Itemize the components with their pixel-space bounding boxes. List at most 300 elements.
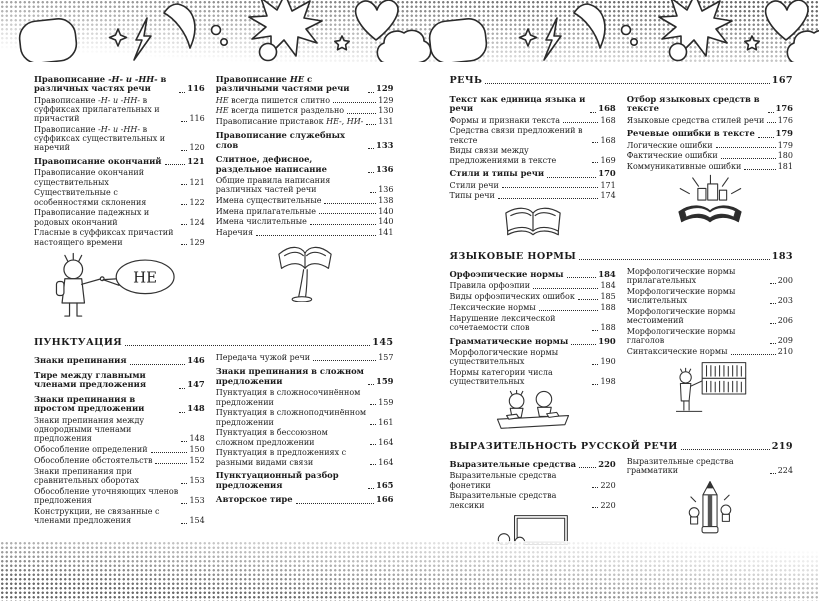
dot-leader bbox=[547, 177, 596, 178]
table-of-contents bbox=[0, 62, 819, 545]
dot-leader bbox=[181, 244, 187, 245]
toc-entry bbox=[216, 176, 394, 195]
toc-entry bbox=[34, 371, 205, 391]
dot-leader bbox=[567, 277, 597, 278]
toc-entry bbox=[216, 471, 394, 491]
toc-entry bbox=[216, 428, 394, 447]
dot-leader bbox=[721, 158, 776, 159]
page-number: 170 bbox=[598, 168, 616, 179]
toc-entry bbox=[216, 106, 394, 115]
toc-entry-text: Правописание окончаний существительных bbox=[34, 168, 145, 187]
page-number: 121 bbox=[189, 177, 205, 187]
page-number: 124 bbox=[189, 217, 205, 227]
toc-entry bbox=[34, 395, 205, 415]
toc-entry-text: Морфологические нормы прилагательных bbox=[626, 267, 736, 286]
page-number: 130 bbox=[378, 106, 394, 116]
page-number: 198 bbox=[600, 377, 616, 387]
dot-leader bbox=[770, 283, 776, 284]
toc-column bbox=[627, 266, 793, 434]
toc-entry-text: НЕ всегда пишется раздельно bbox=[215, 106, 345, 116]
page-number: 184 bbox=[600, 281, 616, 291]
page-number: 164 bbox=[378, 457, 394, 467]
toc-entry bbox=[627, 129, 793, 139]
toc-entry bbox=[216, 196, 394, 205]
toc-entry bbox=[627, 267, 793, 286]
toc-entry-text: Имена числительные bbox=[215, 217, 307, 227]
toc-entry-text: Пунктуационный разбор предложения bbox=[215, 470, 339, 491]
toc-entry bbox=[627, 141, 793, 150]
section-header bbox=[450, 441, 794, 452]
top-decorative-border bbox=[0, 0, 819, 62]
toc-entry bbox=[627, 287, 793, 306]
page-number: 168 bbox=[600, 135, 616, 145]
toc-entry-text: Стили речи bbox=[449, 180, 499, 190]
dot-leader bbox=[368, 172, 374, 173]
toc-entry-text: Правописание служебных слов bbox=[215, 129, 346, 150]
toc-entry bbox=[216, 448, 394, 467]
page-number: 131 bbox=[378, 117, 394, 127]
dot-leader bbox=[731, 354, 776, 355]
page-number: 180 bbox=[777, 151, 793, 161]
dot-leader bbox=[370, 464, 376, 465]
toc-entry-text: Стили и типы речи bbox=[449, 168, 545, 179]
toc-entry-text: Наречия bbox=[215, 228, 254, 238]
dot-leader bbox=[768, 112, 774, 113]
page-number: 190 bbox=[598, 335, 616, 346]
dot-leader bbox=[366, 124, 376, 125]
dot-leader bbox=[347, 113, 376, 114]
toc-entry bbox=[34, 228, 205, 247]
page-number: 161 bbox=[378, 417, 394, 427]
toc-column bbox=[34, 70, 205, 330]
page-number: 133 bbox=[376, 139, 394, 150]
toc-column bbox=[216, 352, 394, 527]
toc-entry-text: Авторское тире bbox=[215, 494, 293, 505]
page-number: 179 bbox=[775, 128, 793, 139]
section-title: РЕЧЬ bbox=[449, 75, 483, 86]
dot-leader bbox=[181, 204, 187, 205]
page-number: 116 bbox=[189, 114, 205, 124]
dot-leader bbox=[368, 384, 374, 385]
dot-leader bbox=[744, 169, 775, 170]
page-number: 203 bbox=[777, 296, 793, 306]
toc-entry-text: Фактические ошибки bbox=[626, 151, 718, 161]
dot-leader bbox=[179, 388, 185, 389]
toc-column bbox=[627, 456, 793, 546]
page-number: 148 bbox=[189, 434, 205, 444]
toc-entry bbox=[34, 467, 205, 486]
toc-entry-text: Правописание падежных и родовых окончаний bbox=[34, 208, 150, 227]
dot-leader bbox=[578, 299, 599, 300]
dot-leader bbox=[370, 424, 376, 425]
toc-entry bbox=[450, 303, 616, 312]
dot-leader bbox=[313, 360, 376, 361]
page-number: 165 bbox=[376, 480, 394, 491]
two-column-band bbox=[34, 70, 394, 330]
toc-entry-text: Типы речи bbox=[449, 191, 495, 201]
toc-entry-text: Правописание приставок НЕ-, НИ- bbox=[215, 117, 364, 127]
toc-entry bbox=[34, 487, 205, 506]
toc-entry bbox=[34, 445, 205, 454]
toc-entry-text: Пунктуация в сложноподчинённом предложении bbox=[215, 408, 367, 427]
page-number: 136 bbox=[378, 185, 394, 195]
toc-entry bbox=[34, 188, 205, 207]
dot-leader bbox=[770, 473, 776, 474]
dot-leader bbox=[181, 224, 187, 225]
toc-entry-text: Обособление уточняющих членов предложения bbox=[34, 486, 179, 505]
toc-entry-text: Синтаксические нормы bbox=[626, 347, 728, 357]
toc-entry-text: Морфологические нормы числительных bbox=[626, 287, 736, 306]
toc-entry bbox=[216, 117, 394, 126]
page-number: 121 bbox=[187, 156, 205, 167]
page-number: 164 bbox=[378, 437, 394, 447]
section-title: ЯЗЫКОВЫЕ НОРМЫ bbox=[449, 250, 577, 262]
toc-entry-text: Знаки препинания при сравнительных оборотах bbox=[34, 466, 139, 485]
toc-entry-text: Правописание -Н- и -НН- в суффиксах прилагательных и причастий bbox=[34, 95, 160, 124]
dot-leader bbox=[181, 503, 187, 504]
toc-entry bbox=[627, 347, 793, 356]
toc-entry-text: Знаки препинания в простом предложении bbox=[34, 393, 145, 414]
toc-entry-text: Средства связи предложений в тексте bbox=[449, 126, 583, 145]
toc-column bbox=[627, 90, 793, 244]
dot-leader bbox=[155, 463, 187, 464]
toc-entry bbox=[450, 292, 616, 301]
toc-entry-text: Морфологические нормы местоимений bbox=[626, 307, 736, 326]
section-header bbox=[450, 251, 794, 262]
toc-entry bbox=[627, 457, 793, 476]
page-number: 209 bbox=[777, 336, 793, 346]
two-column-band bbox=[450, 456, 794, 546]
page-number: 122 bbox=[189, 197, 205, 207]
toc-entry-text: НЕ всегда пишется слитно bbox=[215, 95, 331, 105]
illustration-book-open bbox=[450, 204, 616, 242]
page-number: 224 bbox=[777, 466, 793, 476]
dot-leader bbox=[179, 412, 185, 413]
bottom-decorative-border bbox=[0, 541, 819, 601]
illustration-book-castle bbox=[627, 174, 793, 228]
page-number: 220 bbox=[600, 500, 616, 510]
two-column-band bbox=[450, 90, 794, 244]
toc-entry bbox=[450, 191, 616, 200]
toc-entry-text: Конструкции, не связанные с членами предложения bbox=[34, 506, 160, 525]
toc-entry bbox=[34, 356, 205, 366]
dot-leader bbox=[579, 467, 596, 468]
toc-entry bbox=[216, 495, 394, 505]
dot-leader bbox=[502, 187, 599, 188]
toc-entry-text: Пунктуация в предложениях с разными видами связи bbox=[215, 448, 347, 467]
toc-entry bbox=[216, 155, 394, 175]
toc-entry bbox=[450, 314, 616, 333]
toc-entry-text: Существительные с особенностями склонения bbox=[34, 188, 147, 207]
dot-leader bbox=[179, 92, 185, 93]
dot-leader bbox=[767, 122, 775, 123]
toc-entry bbox=[450, 181, 616, 190]
page-number: 179 bbox=[777, 140, 793, 150]
page-number: 145 bbox=[372, 336, 394, 348]
toc-entry-text: Выразительные средства грамматики bbox=[626, 457, 734, 476]
page-number: 140 bbox=[378, 217, 394, 227]
dot-leader bbox=[181, 121, 187, 122]
toc-entry-text: Правописание -Н- и -НН- в суффиксах существительных и наречий bbox=[34, 124, 166, 153]
page-number: 183 bbox=[771, 250, 793, 262]
section-header bbox=[450, 75, 794, 86]
ne-bubble-label: НЕ bbox=[133, 268, 158, 287]
toc-entry bbox=[450, 471, 616, 490]
page-number: 184 bbox=[598, 269, 616, 280]
page-number: 190 bbox=[600, 357, 616, 367]
dot-leader bbox=[485, 83, 769, 84]
dot-leader bbox=[165, 164, 186, 165]
page-number: 176 bbox=[777, 115, 793, 125]
dot-leader bbox=[368, 488, 374, 489]
dot-leader bbox=[592, 364, 598, 365]
toc-entry-text: Грамматические нормы bbox=[449, 335, 569, 346]
toc-entry bbox=[450, 126, 616, 145]
page-number: 159 bbox=[378, 397, 394, 407]
page-number: 219 bbox=[771, 440, 793, 452]
page-number: 138 bbox=[378, 195, 394, 205]
dot-leader bbox=[539, 310, 599, 311]
toc-entry-text: Морфологические нормы существительных bbox=[449, 347, 559, 367]
toc-entry bbox=[627, 162, 793, 171]
toc-entry bbox=[216, 217, 394, 226]
dot-leader bbox=[563, 122, 598, 123]
page-number: 129 bbox=[378, 95, 394, 105]
toc-entry bbox=[216, 96, 394, 105]
dot-leader bbox=[770, 323, 776, 324]
toc-entry bbox=[450, 348, 616, 367]
page-number: 168 bbox=[598, 103, 616, 114]
page-number: 188 bbox=[600, 302, 616, 312]
toc-entry-text: Обособление обстоятельств bbox=[34, 455, 153, 465]
toc-entry-text: Нормы категории числа существительных bbox=[449, 367, 553, 387]
toc-entry-text: Текст как единица языка и речи bbox=[449, 93, 586, 114]
toc-entry-text: Слитное, дефисное, раздельное написание bbox=[215, 153, 327, 174]
toc-entry bbox=[627, 307, 793, 326]
dot-leader bbox=[310, 224, 376, 225]
toc-entry-text: Знаки препинания в сложном предложении bbox=[215, 366, 364, 386]
dot-leader bbox=[324, 203, 376, 204]
toc-entry bbox=[627, 116, 793, 125]
comic-shapes-band bbox=[0, 0, 819, 62]
toc-entry bbox=[216, 388, 394, 407]
toc-entry bbox=[34, 75, 205, 95]
page-number: 169 bbox=[600, 155, 616, 165]
toc-entry bbox=[450, 460, 616, 470]
illustration-book-stand bbox=[216, 240, 394, 302]
toc-entry bbox=[34, 168, 205, 187]
toc-entry-text: Коммуникативные ошибки bbox=[626, 162, 742, 172]
dot-leader bbox=[770, 343, 776, 344]
dot-leader bbox=[368, 148, 374, 149]
toc-entry-text: Отбор языковых средств в тексте bbox=[626, 93, 760, 114]
page-number: 152 bbox=[189, 455, 205, 465]
toc-entry bbox=[216, 228, 394, 237]
illustration-boy-ne bbox=[34, 250, 205, 328]
toc-entry-text: Нарушение лексической сочетаемости слов bbox=[449, 313, 556, 332]
page-number: 206 bbox=[777, 316, 793, 326]
toc-entry bbox=[216, 367, 394, 387]
toc-entry bbox=[216, 408, 394, 427]
dot-leader bbox=[370, 192, 376, 193]
page-number: 153 bbox=[189, 495, 205, 505]
page-number: 141 bbox=[378, 228, 394, 238]
dot-leader bbox=[571, 344, 596, 345]
page-number: 140 bbox=[378, 206, 394, 216]
dot-leader bbox=[181, 150, 187, 151]
dot-leader bbox=[681, 449, 770, 450]
toc-entry-text: Общие правила написания различных частей речи bbox=[215, 175, 331, 195]
toc-entry-text: Языковые средства стилей речи bbox=[626, 115, 765, 125]
toc-entry bbox=[34, 208, 205, 227]
toc-entry-text: Выразительные средства bbox=[449, 459, 577, 469]
illustration-bookshelf bbox=[627, 360, 793, 414]
toc-entry-text: Виды связи между предложениями в тексте bbox=[449, 146, 557, 165]
toc-entry-text: Правописание -Н- и -НН- в различных частях речи bbox=[34, 73, 167, 94]
dot-leader bbox=[296, 503, 374, 504]
page-number: 210 bbox=[777, 347, 793, 357]
dot-leader bbox=[319, 213, 376, 214]
toc-column bbox=[450, 266, 616, 434]
toc-entry-text: Выразительные средства лексики bbox=[449, 491, 557, 510]
dot-leader bbox=[533, 288, 598, 289]
two-column-band bbox=[34, 352, 394, 527]
toc-entry bbox=[450, 169, 616, 179]
dot-leader bbox=[592, 487, 598, 488]
dot-leader bbox=[181, 184, 187, 185]
toc-entry bbox=[627, 95, 793, 115]
toc-entry bbox=[627, 151, 793, 160]
dot-leader bbox=[592, 330, 598, 331]
page-number: 185 bbox=[600, 292, 616, 302]
section-header bbox=[34, 337, 394, 348]
dot-leader bbox=[130, 364, 186, 365]
page-number: 174 bbox=[600, 191, 616, 201]
dot-leader bbox=[181, 483, 187, 484]
page-number: 166 bbox=[376, 494, 394, 505]
toc-entry bbox=[450, 270, 616, 280]
page-number: 148 bbox=[187, 403, 205, 414]
page-number: 167 bbox=[771, 75, 793, 86]
page-number: 153 bbox=[189, 475, 205, 485]
toc-entry-text: Знаки препинания bbox=[34, 355, 127, 366]
toc-entry bbox=[450, 95, 616, 115]
page-number: 120 bbox=[189, 143, 205, 153]
page-number: 176 bbox=[775, 103, 793, 114]
dot-leader bbox=[770, 303, 776, 304]
dot-leader bbox=[151, 452, 188, 453]
toc-entry-text: Правописание НЕ с различными частями речи bbox=[215, 73, 350, 94]
page-number: 188 bbox=[600, 322, 616, 332]
dot-leader bbox=[498, 198, 599, 199]
toc-entry bbox=[34, 157, 205, 167]
toc-entry bbox=[216, 207, 394, 216]
dot-leader bbox=[758, 137, 774, 138]
toc-entry bbox=[450, 368, 616, 387]
toc-entry-text: Выразительные средства фонетики bbox=[449, 471, 557, 490]
toc-entry bbox=[216, 353, 394, 362]
page-number: 181 bbox=[777, 162, 793, 172]
illustration-pencil-kids bbox=[627, 479, 793, 539]
dot-leader bbox=[716, 147, 776, 148]
dot-leader bbox=[592, 384, 598, 385]
page-number: 147 bbox=[187, 379, 205, 390]
toc-entry bbox=[627, 327, 793, 346]
toc-entry-text: Лексические нормы bbox=[449, 302, 536, 312]
toc-entry bbox=[34, 416, 205, 444]
toc-entry-text: Гласные в суффиксах причастий настоящего времени bbox=[34, 228, 174, 247]
page-number: 129 bbox=[376, 83, 394, 94]
toc-entry bbox=[450, 281, 616, 290]
toc-entry bbox=[450, 146, 616, 165]
toc-entry bbox=[34, 125, 205, 153]
section-title: ВЫРАЗИТЕЛЬНОСТЬ РУССКОЙ РЕЧИ bbox=[449, 440, 678, 452]
dot-leader bbox=[592, 162, 598, 163]
toc-entry-text: Речевые ошибки в тексте bbox=[626, 128, 755, 139]
toc-column bbox=[450, 90, 616, 244]
toc-column bbox=[450, 456, 616, 546]
toc-entry-text: Морфологические нормы глаголов bbox=[626, 327, 736, 346]
toc-entry-text: Правила орфоэпии bbox=[449, 281, 531, 291]
toc-entry-text: Правописание окончаний bbox=[34, 156, 162, 167]
two-column-band bbox=[450, 266, 794, 434]
dot-leader bbox=[333, 102, 376, 103]
dot-leader bbox=[181, 523, 187, 524]
dot-leader bbox=[368, 92, 374, 93]
toc-entry-text: Формы и признаки текста bbox=[449, 115, 561, 125]
toc-entry bbox=[34, 456, 205, 465]
page-number: 171 bbox=[600, 180, 616, 190]
toc-entry bbox=[450, 491, 616, 510]
toc-entry-text: Пунктуация в бессоюзном сложном предложении bbox=[215, 428, 328, 447]
page-number: 200 bbox=[777, 276, 793, 286]
toc-entry-text: Орфоэпические нормы bbox=[449, 269, 564, 280]
dot-leader bbox=[592, 142, 598, 143]
dot-leader bbox=[592, 507, 598, 508]
toc-entry-text: Логические ошибки bbox=[626, 140, 713, 150]
toc-entry-text: Имена прилагательные bbox=[215, 206, 316, 216]
illustration-kids-desk bbox=[450, 390, 616, 432]
toc-entry bbox=[34, 507, 205, 526]
dot-leader bbox=[579, 259, 770, 260]
toc-entry bbox=[34, 96, 205, 124]
page-number: 159 bbox=[376, 375, 394, 386]
toc-column bbox=[34, 352, 205, 527]
page-number: 154 bbox=[189, 515, 205, 525]
toc-entry bbox=[216, 131, 394, 151]
section-title: ПУНКТУАЦИЯ bbox=[34, 336, 123, 348]
toc-entry-text: Передача чужой речи bbox=[215, 353, 311, 363]
toc-entry-text: Тире между главными членами предложения bbox=[34, 369, 147, 390]
page-number: 116 bbox=[187, 83, 205, 94]
page-number: 136 bbox=[376, 163, 394, 174]
page-number: 220 bbox=[600, 480, 616, 490]
dot-leader bbox=[370, 404, 376, 405]
page-number: 220 bbox=[598, 459, 616, 469]
toc-entry-text: Обособление определений bbox=[34, 445, 148, 455]
dot-leader bbox=[370, 444, 376, 445]
page-number: 150 bbox=[189, 445, 205, 455]
page-number: 146 bbox=[187, 355, 205, 366]
dot-leader bbox=[125, 345, 370, 346]
toc-entry bbox=[450, 116, 616, 125]
page-number: 168 bbox=[600, 115, 616, 125]
toc-entry-text: Пунктуация в сложносочинённом предложении bbox=[215, 388, 361, 407]
page-number: 157 bbox=[378, 353, 394, 363]
dot-leader bbox=[590, 112, 596, 113]
toc-entry bbox=[216, 75, 394, 95]
toc-entry-text: Виды орфоэпических ошибок bbox=[449, 292, 575, 302]
